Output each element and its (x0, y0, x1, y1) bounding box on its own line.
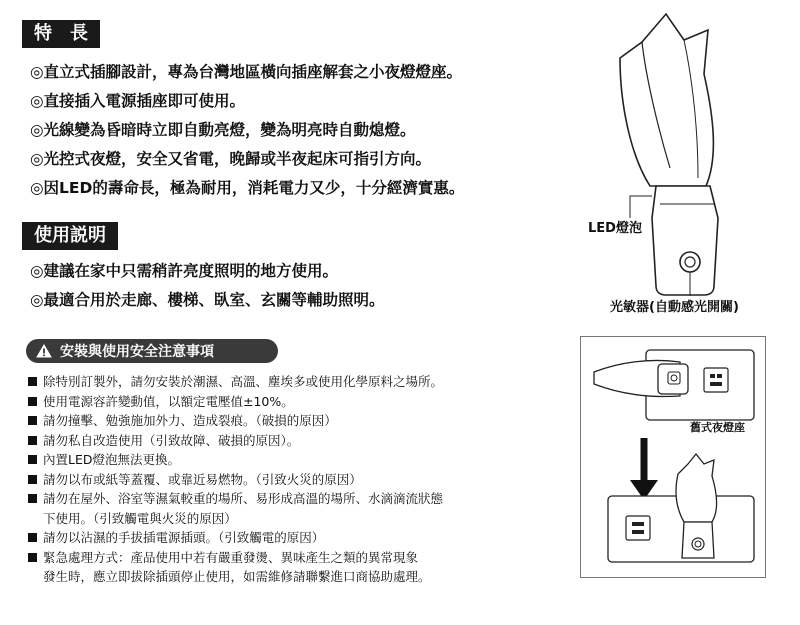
safety-item: 使用電源容許變動值，以額定電壓值±10%。 (28, 392, 548, 412)
safety-title-text: 安裝與使用安全注意事項 (60, 344, 214, 360)
tulip-night-light-illustration (580, 8, 760, 298)
led-bulb-label: LED燈泡 (588, 221, 642, 236)
feature-item: ◎直接插入電源插座即可使用。 (30, 92, 246, 110)
safety-item: 請勿以布或紙等蓋覆、或靠近易燃物。（引致火災的原因） (28, 470, 548, 490)
usage-list (30, 257, 385, 315)
safety-item: 請勿以沾濕的手拔插電源插頭。（引致觸電的原因） (28, 528, 548, 548)
safety-item: 緊急處理方式：產品使用中若有嚴重發燙、異味產生之類的異常現象 (28, 548, 548, 568)
feature-item: ◎光控式夜燈，安全又省電，晚歸或半夜起床可指引方向。 (30, 150, 432, 168)
safety-item: 請勿在屋外、浴室等濕氣較重的場所、易形成高溫的場所、水滴滴流狀態 (28, 489, 548, 509)
feature-item: ◎光線變為昏暗時立即自動亮燈，變為明亮時自動熄燈。 (30, 121, 416, 139)
safety-item: 請勿撞擊、勉強施加外力、造成裂痕。（破損的原因） (28, 411, 548, 431)
safety-item: 除特別訂製外，請勿安裝於潮濕、高溫、塵埃多或使用化學原料之場所。 (28, 372, 548, 392)
usage-heading: 使用説明 (22, 222, 118, 250)
features-heading: 特 長 (22, 20, 100, 48)
usage-item: ◎建議在家中只需稍許亮度照明的地方使用。 (30, 262, 339, 280)
feature-item: ◎因LED的壽命長，極為耐用，消耗電力又少，十分經濟實惠。 (30, 179, 465, 197)
safety-item-continued: 下使用。（引致觸電與火災的原因） (43, 510, 237, 526)
safety-list (28, 372, 548, 587)
warning-icon (36, 344, 52, 358)
safety-item-continued: 發生時，應立即拔除插頭停止使用，如需維修請聯繫進口商協助處理。 (43, 569, 431, 584)
photosensor-label: 光敏器(自動感光開關) (610, 300, 739, 315)
safety-item: 內置LED燈泡無法更換。 (28, 450, 548, 470)
old-style-light-label: 舊式夜燈座 (690, 421, 745, 434)
safety-notice-title (26, 339, 278, 363)
usage-item: ◎最適合用於走廊、樓梯、臥室、玄關等輔助照明。 (30, 291, 385, 309)
feature-item: ◎直立式插腳設計，專為台灣地區橫向插座解套之小夜燈燈座。 (30, 63, 463, 81)
safety-item: 請勿私自改造使用（引致故障、破損的原因）。 (28, 431, 548, 451)
comparison-illustration (580, 336, 766, 578)
features-list (30, 58, 464, 203)
